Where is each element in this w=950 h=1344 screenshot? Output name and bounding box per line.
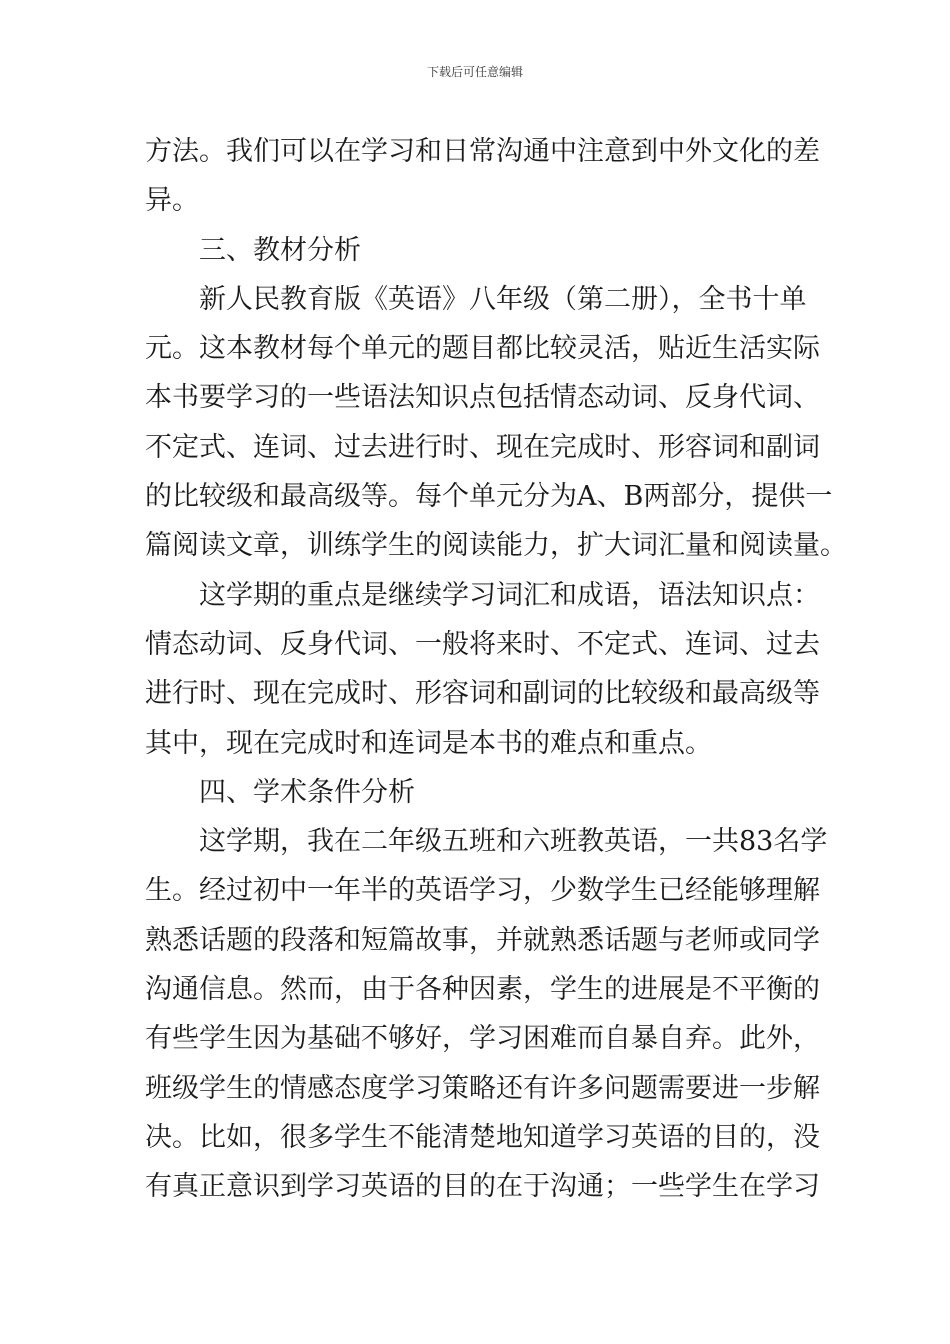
paragraph-line: 元。这本教材每个单元的题目都比较灵活，贴近生活实际 xyxy=(145,333,820,365)
paragraph-line: 有些学生因为基础不够好，学习困难而自暴自弃。此外， xyxy=(145,1023,820,1055)
paragraph-line: 新人民教育版《英语》八年级（第二册），全书十单 xyxy=(199,283,807,315)
paragraph-line: 班级学生的情感态度学习策略还有许多问题需要进一步解 xyxy=(145,1072,820,1104)
section-heading-student-analysis: 四、学术条件分析 xyxy=(199,776,415,808)
paragraph-line: 本书要学习的一些语法知识点包括情态动词、反身代词、 xyxy=(145,382,820,414)
paragraph-line: 篇阅读文章，训练学生的阅读能力，扩大词汇量和阅读量。 xyxy=(145,530,847,562)
paragraph-line: 方法。我们可以在学习和日常沟通中注意到中外文化的差 xyxy=(145,136,820,167)
document-body xyxy=(145,127,847,1212)
paragraph-line: 沟通信息。然而，由于各种因素，学生的进展是不平衡的 xyxy=(145,974,820,1006)
section-heading-textbook-analysis: 三、教材分析 xyxy=(199,234,361,266)
paragraph-line: 熟悉话题的段落和短篇故事，并就熟悉话题与老师或同学 xyxy=(145,924,820,956)
paragraph-line: 进行时、现在完成时、形容词和副词的比较级和最高级等 xyxy=(145,678,820,710)
paragraph-line: 异。 xyxy=(145,185,199,217)
paragraph-line: 生。经过初中一年半的英语学习，少数学生已经能够理解 xyxy=(145,875,820,907)
paragraph-line: 不定式、连词、过去进行时、现在完成时、形容词和副词 xyxy=(145,431,820,463)
page-header: 下载后可任意编辑 xyxy=(426,65,523,79)
paragraph-line: 这学期，我在二年级五班和六班教英语，一共83名学 xyxy=(199,826,828,858)
paragraph-line: 这学期的重点是继续学习词汇和成语，语法知识点： xyxy=(199,579,820,611)
paragraph-line: 情态动词、反身代词、一般将来时、不定式、连词、过去 xyxy=(145,628,820,660)
paragraph-line: 决。比如，很多学生不能清楚地知道学习英语的目的，没 xyxy=(145,1121,820,1153)
paragraph-line: 有真正意识到学习英语的目的在于沟通；一些学生在学习 xyxy=(145,1171,820,1203)
paragraph-line: 其中，现在完成时和连词是本书的难点和重点。 xyxy=(145,727,712,759)
paragraph-line: 的比较级和最高级等。每个单元分为A、B两部分，提供一 xyxy=(145,481,833,513)
